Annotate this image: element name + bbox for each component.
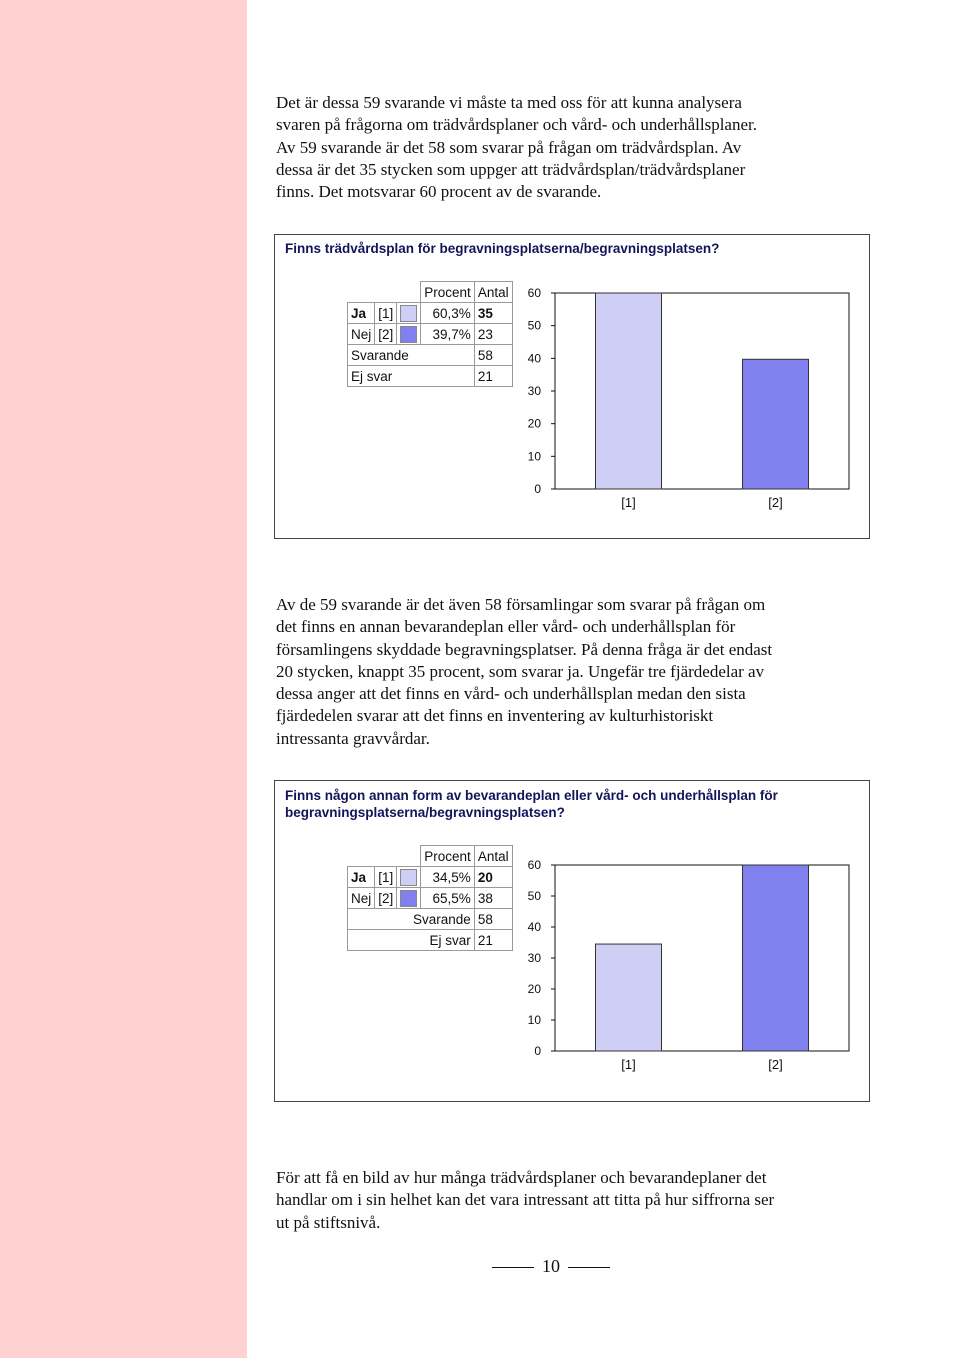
y-tick-label: 30 (527, 384, 541, 398)
table-row-ejsvar (348, 366, 513, 387)
text-line: handlar om i sin helhet kan det vara intressant att titta på hur siffrorna ser (276, 1190, 775, 1210)
y-tick-label: 20 (527, 982, 541, 996)
svarande-value: 58 (474, 345, 512, 366)
text-line: svaren på frågorna om trädvårdsplaner och vård- och underhållsplaner. (276, 115, 757, 135)
text-line: 20 stycken, knappt 35 procent, som svarar ja. Ungefär tre fjärdedelar av (276, 661, 765, 681)
table-row-nej (348, 888, 513, 909)
y-tick-label: 20 (527, 416, 541, 431)
bar-chart-1 (523, 283, 863, 528)
x-category-label: [2] (768, 495, 783, 510)
text-line: intressanta gravvårdar. (276, 728, 430, 748)
nej-code: [2] (375, 888, 397, 909)
results-table-1 (347, 281, 513, 387)
ejsvar-value: 21 (474, 930, 512, 951)
table-header-row (348, 846, 513, 867)
table-row-nej (348, 324, 513, 345)
table-row-ejsvar (348, 930, 513, 951)
table-header-row (348, 282, 513, 303)
y-tick-label: 60 (527, 858, 541, 872)
nej-label: Nej (348, 324, 375, 345)
text-line: Det är dessa 59 svarande vi måste ta med oss för att kunna analysera (276, 93, 742, 112)
nej-swatch (397, 324, 421, 345)
text-line: det finns en annan bevarandeplan eller vård- och underhållsplan för (276, 617, 736, 637)
ja-count: 35 (474, 303, 512, 324)
ja-code: [1] (375, 303, 397, 324)
y-tick-label: 30 (527, 951, 541, 965)
nej-swatch (397, 888, 421, 909)
y-tick-label: 10 (527, 1013, 541, 1027)
analysis-paragraph (276, 594, 772, 750)
page-number-rule-right (568, 1267, 610, 1268)
ja-swatch (397, 303, 421, 324)
bar-1 (596, 944, 662, 1051)
nej-count: 38 (474, 888, 512, 909)
page-number-value: 10 (542, 1256, 560, 1276)
antal-header: Antal (474, 282, 512, 303)
question-title-1 (285, 240, 719, 257)
text-line: dessa är det 35 stycken som uppger att trädvårdsplan/trädvårdsplaner (276, 159, 746, 179)
y-tick-label: 0 (534, 482, 541, 496)
results-table-2 (347, 845, 513, 951)
table-row-ja (348, 867, 513, 888)
ja-percent: 34,5% (421, 867, 475, 888)
bar-1 (596, 293, 662, 489)
ja-count: 20 (474, 867, 512, 888)
text-line: Av de 59 svarande är det även 58 församlingar som svarar på frågan om (276, 595, 766, 614)
question-title-line: Finns trädvårdsplan för begravningsplatserna/begravningsplatsen? (285, 241, 720, 256)
x-category-label: [2] (768, 1057, 783, 1072)
y-tick-label: 10 (527, 449, 541, 464)
page-number (0, 1256, 960, 1277)
nej-label: Nej (348, 888, 375, 909)
y-tick-label: 50 (527, 889, 541, 903)
svarande-label: Svarande (348, 909, 475, 930)
table-row-ja (348, 303, 513, 324)
closing-paragraph (276, 1167, 774, 1234)
question-title-line: begravningsplatserna/begravningsplatsen? (285, 805, 565, 820)
nej-count: 23 (474, 324, 512, 345)
question-title-line: Finns någon annan form av bevarandeplan eller vård- och underhållsplan för (285, 788, 778, 803)
ja-percent: 60,3% (421, 303, 475, 324)
bar-2 (743, 865, 809, 1051)
y-tick-label: 40 (527, 351, 541, 366)
left-margin-band (0, 0, 247, 1358)
x-category-label: [1] (621, 495, 636, 510)
text-line: fjärdedelen svarar att det finns en inventering av kulturhistoriskt (276, 706, 714, 726)
ejsvar-label: Ej svar (348, 366, 475, 387)
procent-header: Procent (421, 282, 475, 303)
text-line: ut på stiftsnivå. (276, 1212, 381, 1232)
nej-code: [2] (375, 324, 397, 345)
chart-panel-2 (274, 780, 870, 1102)
ja-label: Ja (348, 867, 375, 888)
bar-chart-2 (523, 855, 863, 1085)
chart-panel-1 (274, 234, 870, 539)
y-tick-label: 60 (527, 286, 541, 300)
text-line: För att få en bild av hur många trädvårdsplaner och bevarandeplaner det (276, 1168, 767, 1187)
nej-percent: 39,7% (421, 324, 475, 345)
question-title-2 (285, 787, 778, 821)
table-row-svarande (348, 345, 513, 366)
y-tick-label: 40 (527, 920, 541, 934)
y-tick-label: 50 (527, 318, 541, 333)
nej-percent: 65,5% (421, 888, 475, 909)
intro-paragraph (276, 92, 757, 203)
text-line: församlingens skyddade begravningsplatser. På denna fråga är det endast (276, 639, 773, 659)
x-category-label: [1] (621, 1057, 636, 1072)
y-tick-label: 0 (534, 1044, 541, 1058)
page-number-rule-left (492, 1267, 534, 1268)
procent-header: Procent (421, 846, 475, 867)
antal-header: Antal (474, 846, 512, 867)
ja-swatch (397, 867, 421, 888)
text-line: Av 59 svarande är det 58 som svarar på frågan om trädvårdsplan. Av (276, 137, 742, 157)
table-row-svarande (348, 909, 513, 930)
svarande-value: 58 (474, 909, 512, 930)
bar-2 (743, 359, 809, 489)
ja-code: [1] (375, 867, 397, 888)
text-line: finns. Det motsvarar 60 procent av de svarande. (276, 182, 602, 202)
ejsvar-value: 21 (474, 366, 512, 387)
svarande-label: Svarande (348, 345, 475, 366)
ja-label: Ja (348, 303, 375, 324)
ejsvar-label: Ej svar (348, 930, 475, 951)
text-line: dessa anger att det finns en vård- och underhållsplan medan den sista (276, 684, 746, 704)
